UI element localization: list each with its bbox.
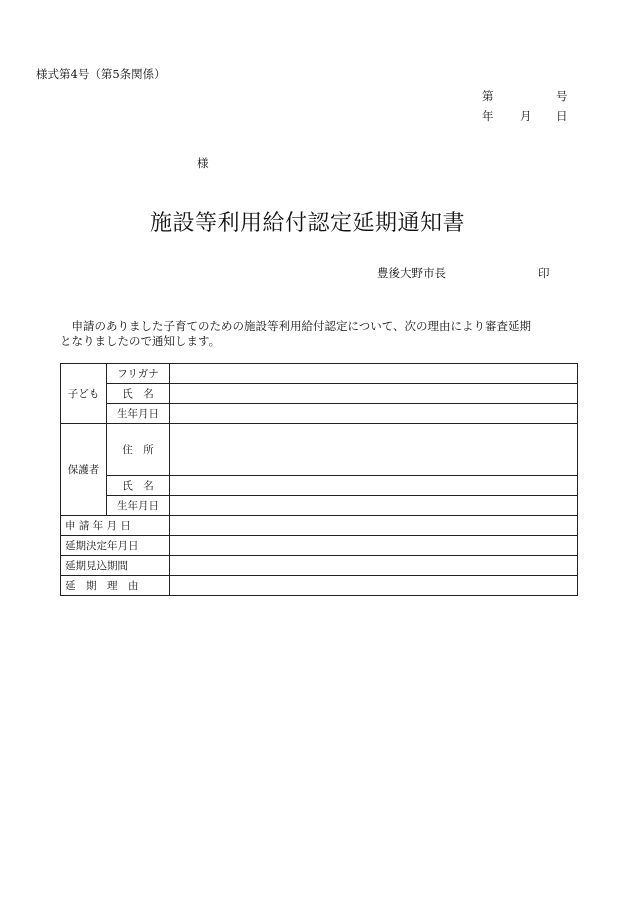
number-prefix: 第 — [482, 89, 494, 103]
date-month-label: 月 — [520, 109, 532, 123]
table-row — [61, 364, 578, 384]
child-name-field[interactable] — [170, 384, 578, 404]
guardian-group-label: 保護者 — [61, 424, 107, 516]
guardian-address-field[interactable] — [170, 424, 578, 476]
form-number: 様式第4号（第5条関係） — [36, 67, 166, 81]
guardian-name-field[interactable] — [170, 476, 578, 496]
seal-mark: 印 — [538, 266, 550, 280]
table-row — [61, 556, 578, 576]
application-date-label: 申 請 年 月 日 — [61, 516, 170, 536]
child-group-label: 子ども — [61, 364, 107, 424]
table-row — [61, 384, 578, 404]
table-row — [61, 576, 578, 596]
addressee-suffix: 様 — [197, 156, 209, 170]
notice-body — [60, 319, 580, 349]
reason-label: 延 期 理 由 — [61, 576, 170, 596]
child-birthdate-field[interactable] — [170, 404, 578, 424]
table-row — [61, 516, 578, 536]
guardian-birthdate-field[interactable] — [170, 496, 578, 516]
table-row — [61, 476, 578, 496]
expected-period-field[interactable] — [170, 556, 578, 576]
table-row — [61, 424, 578, 476]
notice-body-line-1: 申請のありました子育てのための施設等利用給付認定について、次の理由により審査延期 — [60, 319, 532, 333]
table-row — [61, 496, 578, 516]
details-table — [60, 363, 578, 596]
child-birthdate-label: 生年月日 — [107, 404, 170, 424]
document-title: 施設等利用給付認定延期通知書 — [150, 211, 466, 236]
expected-period-label: 延期見込期間 — [61, 556, 170, 576]
child-furigana-field[interactable] — [170, 364, 578, 384]
application-date-field[interactable] — [170, 516, 578, 536]
reason-field[interactable] — [170, 576, 578, 596]
table-row — [61, 536, 578, 556]
guardian-birthdate-label: 生年月日 — [107, 496, 170, 516]
table-row — [61, 404, 578, 424]
number-suffix: 号 — [556, 89, 568, 103]
notice-body-line-2: となりましたので通知します。 — [60, 334, 221, 348]
guardian-address-label: 住 所 — [107, 424, 170, 476]
issuer-name: 豊後大野市長 — [377, 266, 446, 280]
child-furigana-label: フリガナ — [107, 364, 170, 384]
child-name-label: 氏 名 — [107, 384, 170, 404]
guardian-name-label: 氏 名 — [107, 476, 170, 496]
decision-date-field[interactable] — [170, 536, 578, 556]
date-day-label: 日 — [556, 109, 568, 123]
date-year-label: 年 — [482, 109, 494, 123]
decision-date-label: 延期決定年月日 — [61, 536, 170, 556]
